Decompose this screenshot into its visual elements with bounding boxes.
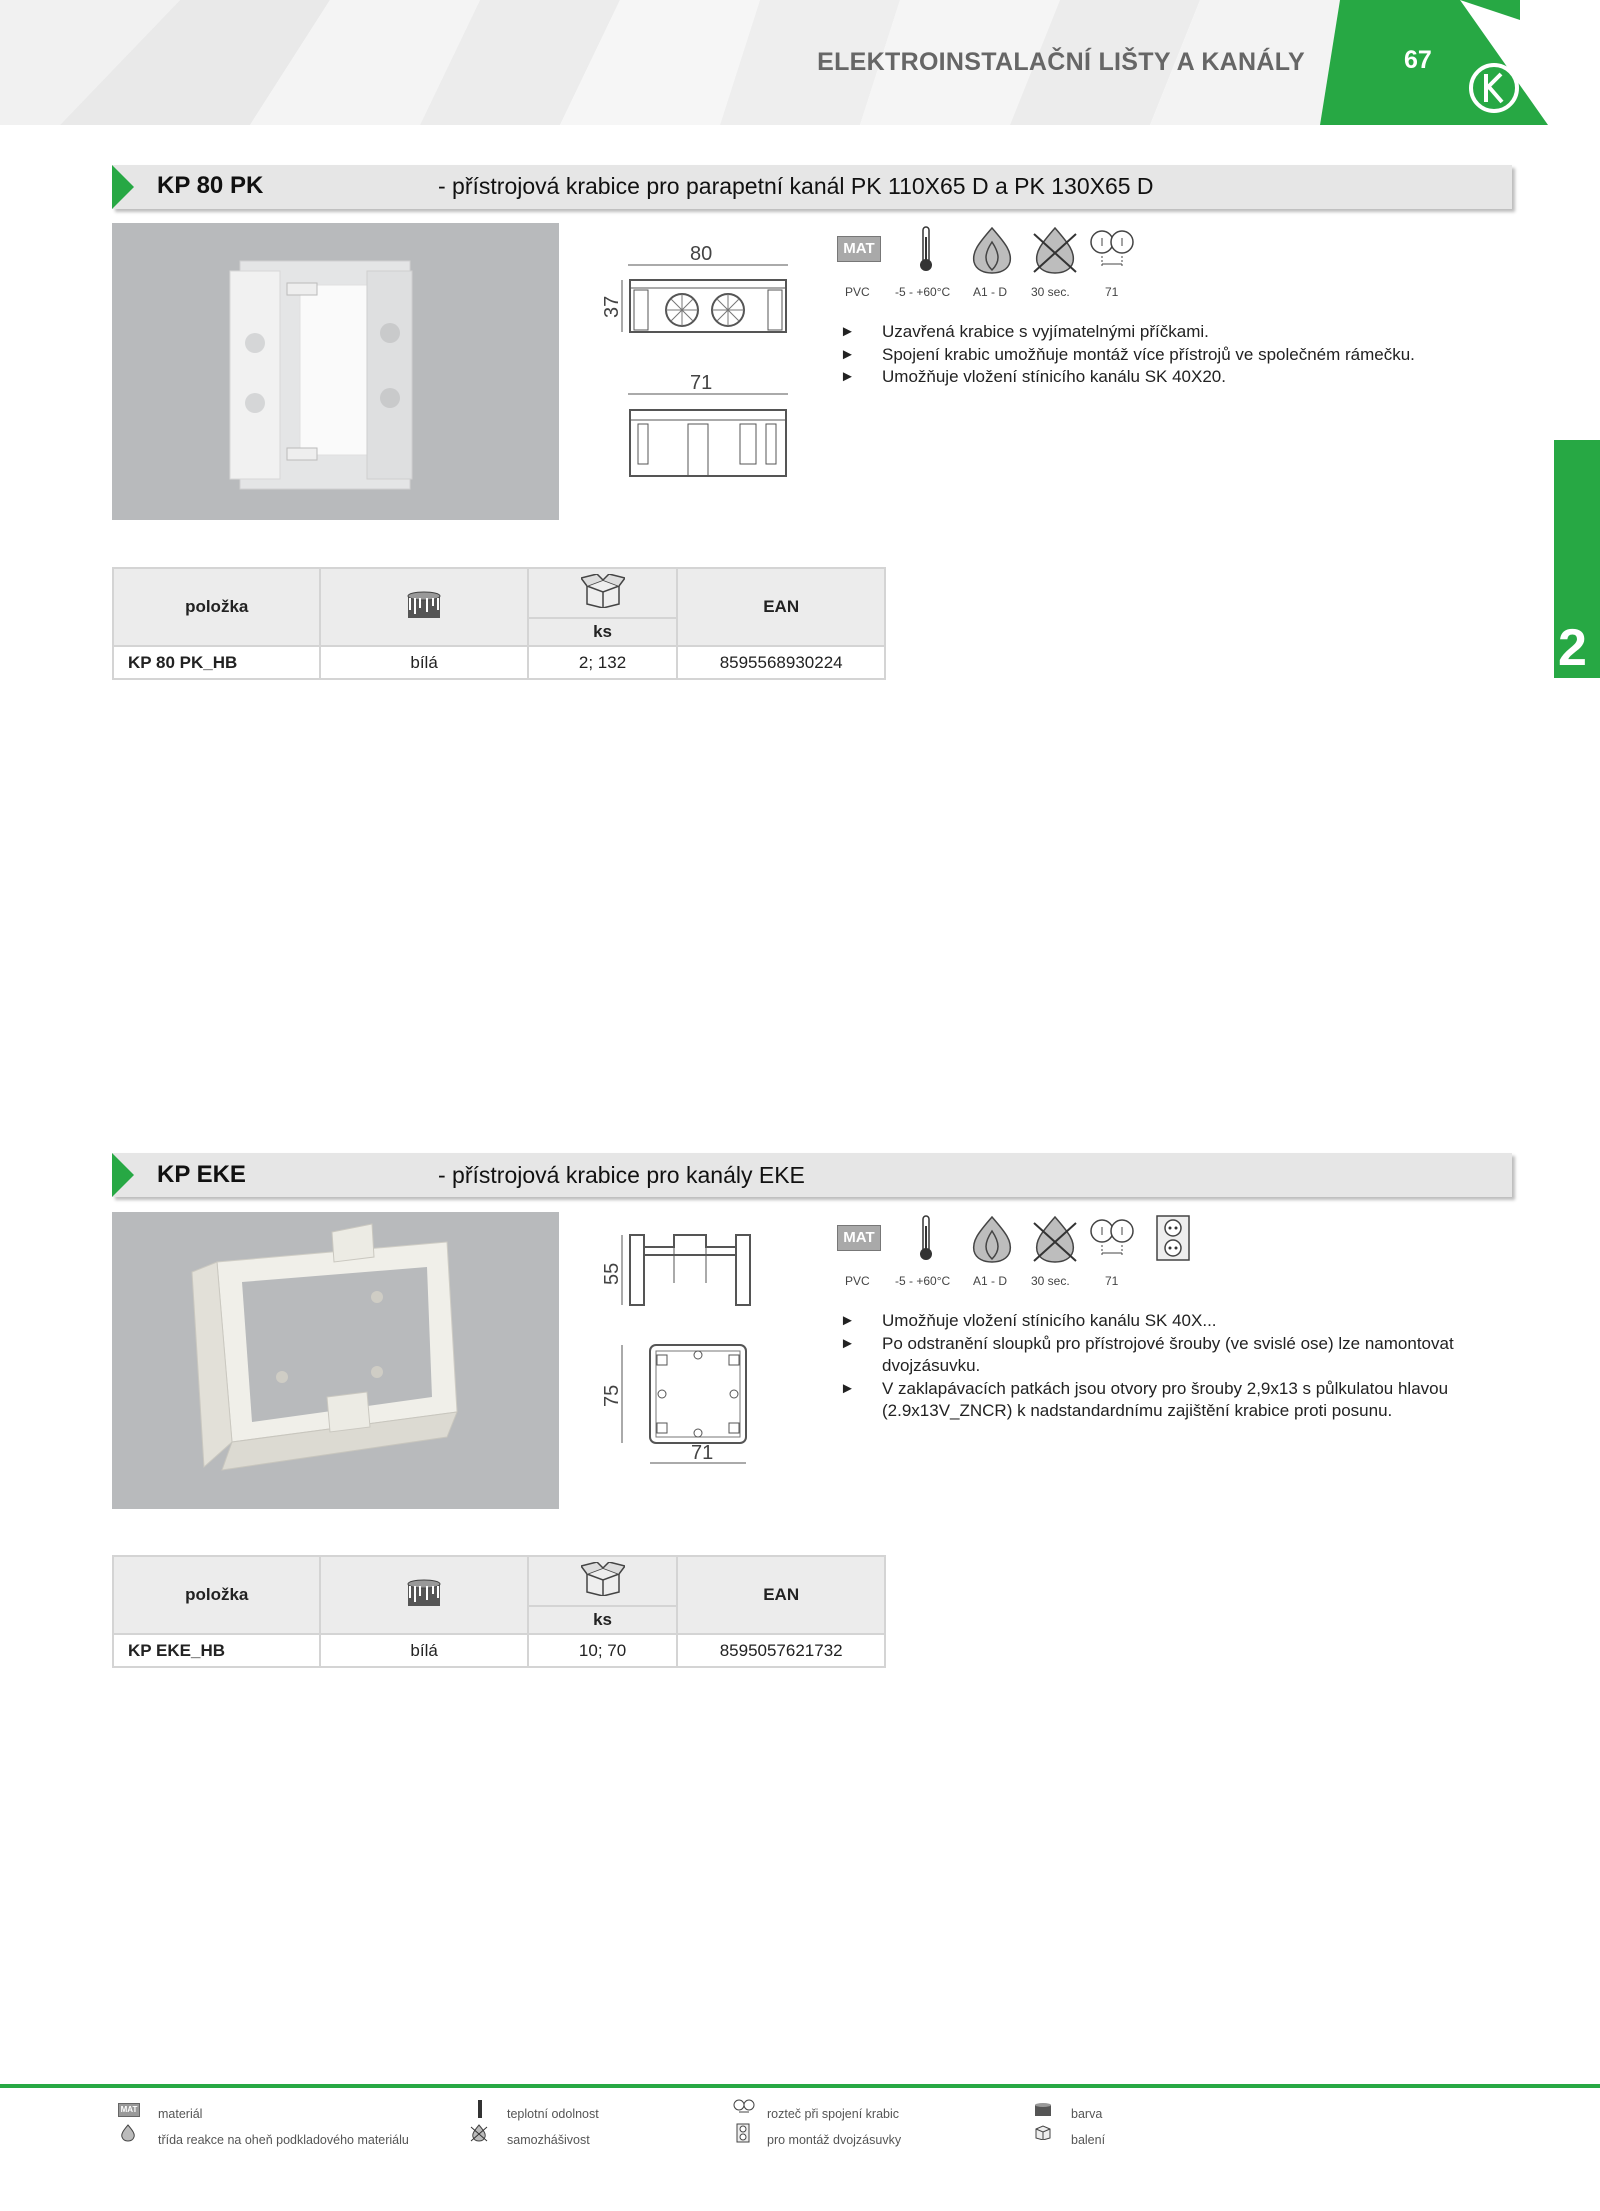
legend-self-extinguish-icon [470,2124,488,2142]
legend-flame-icon [120,2124,136,2142]
feature-item: ► Spojení krabic umožňuje montáž více přístrojů ve společném rámečku. [840,344,1480,367]
self-extinguish-icon [1032,1215,1078,1263]
col-color-header [320,568,527,646]
section-title-bar [112,1153,1512,1197]
spec-reaction-class: A1 - D [973,1274,1008,1288]
dim-depth: 75 [601,1384,623,1407]
legend-self-extinguish: samozhášivost [507,2133,590,2147]
col-color-header [320,1556,527,1634]
box-pitch-icon [1088,228,1136,274]
cell-color: bílá [320,1634,527,1667]
thermometer-icon [918,225,934,273]
cell-item: KP 80 PK_HB [113,646,320,679]
col-pack-header: ks [528,1606,678,1634]
table-row [113,646,885,679]
col-item-header: položka [113,1556,320,1634]
col-pack-icon-header [528,1556,678,1606]
section-arrow-icon [112,165,134,209]
cell-pack: 2; 132 [528,646,678,679]
product-description: - přístrojová krabice pro parapetní kanál PK 110X65 D a PK 130X65 D [438,173,1154,199]
feature-item: ► Uzavřená krabice s vyjímatelnými příčkami. [840,321,1480,344]
self-extinguish-icon [1032,226,1078,274]
spec-material: PVC [845,285,870,299]
col-ean-header: EAN [677,568,885,646]
dim-width: 80 [690,243,713,265]
spec-reaction-class: A1 - D [973,285,1008,299]
thermometer-icon [918,1214,934,1262]
legend-package-icon [1033,2124,1053,2140]
legend-pitch-icon [733,2099,755,2117]
box-pitch-icon [1088,1217,1136,1263]
package-box-icon [581,574,625,608]
spec-temperature: -5 - +60°C [895,285,951,299]
spec-pitch: 71 [1105,285,1119,299]
cell-ean: 8595568930224 [677,646,885,679]
material-icon: MAT [837,1225,881,1251]
spec-self-extinguish: 30 sec. [1031,1274,1070,1288]
legend-reaction: třída reakce na oheň podkladového materiálu [158,2133,409,2147]
package-box-icon [581,1562,625,1596]
legend-color: barva [1071,2107,1103,2121]
legend-material-icon: MAT [118,2103,140,2117]
cell-pack: 10; 70 [528,1634,678,1667]
legend-material: materiál [158,2107,203,2121]
col-ean-header: EAN [677,1556,885,1634]
col-item-header: položka [113,568,320,646]
col-pack-header: ks [528,618,678,646]
product-table [112,1555,886,1668]
feature-item: ► V zaklapávacích patkách jsou otvory pro šrouby 2,9x13 s půlkulatou hlavou (2.9x13V_ZNCR) k nadstandardnímu zajištění krabice proti posunu. [840,1378,1500,1423]
product-code: KP 80 PK [157,172,264,199]
footer-divider [0,2084,1600,2088]
feature-list [840,1310,1500,1423]
col-pack-icon-header [528,568,678,618]
legend-thermometer-icon [477,2100,483,2118]
page-number: 67 [1404,46,1432,74]
cell-item: KP EKE_HB [113,1634,320,1667]
dim-height: 37 [601,295,623,318]
product-photo [112,223,559,520]
table-row [113,1634,885,1667]
header-title: ELEKTROINSTALAČNÍ LIŠTY A KANÁLY [817,48,1305,76]
brand-logo-icon [1468,62,1520,114]
spec-material: PVC [845,1274,870,1288]
feature-item: ► Umožňuje vložení stínicího kanálu SK 40X... [840,1310,1500,1333]
legend-packaging: balení [1071,2133,1106,2147]
dim-pitch: 71 [690,372,713,394]
section-arrow-icon [112,1153,134,1197]
spec-self-extinguish: 30 sec. [1031,285,1070,299]
dim-height: 55 [601,1262,623,1285]
header-background [0,0,1600,125]
dim-width: 71 [691,1442,714,1464]
feature-item: ► Umožňuje vložení stínicího kanálu SK 40X20. [840,366,1480,389]
product-table [112,567,886,680]
cell-color: bílá [320,646,527,679]
material-icon: MAT [837,236,881,262]
product-description: - přístrojová krabice pro kanály EKE [438,1162,805,1188]
spec-pitch: 71 [1105,1274,1119,1288]
technical-drawing [590,1225,770,1475]
spec-temperature: -5 - +60°C [895,1274,951,1288]
technical-drawing [590,232,800,492]
legend-pitch: rozteč při spojení krabic [767,2107,900,2121]
paint-bucket-icon [405,588,443,622]
feature-list [840,321,1480,389]
cell-ean: 8595057621732 [677,1634,885,1667]
flame-icon [970,1215,1014,1263]
feature-item: ► Po odstranění sloupků pro přístrojové šrouby (ve svislé ose) lze namontovat dvojzásuvku. [840,1333,1500,1378]
legend-double-socket: pro montáž dvojzásuvky [767,2133,902,2147]
double-socket-icon [1155,1214,1191,1262]
product-photo [112,1212,559,1509]
legend-temperature: teplotní odolnost [507,2107,599,2121]
legend-paint-bucket-icon [1033,2101,1053,2117]
paint-bucket-icon [405,1576,443,1610]
product-code: KP EKE [157,1161,246,1188]
legend-double-socket-icon [736,2123,750,2143]
chapter-number: 2 [1558,619,1587,677]
flame-icon [970,226,1014,274]
